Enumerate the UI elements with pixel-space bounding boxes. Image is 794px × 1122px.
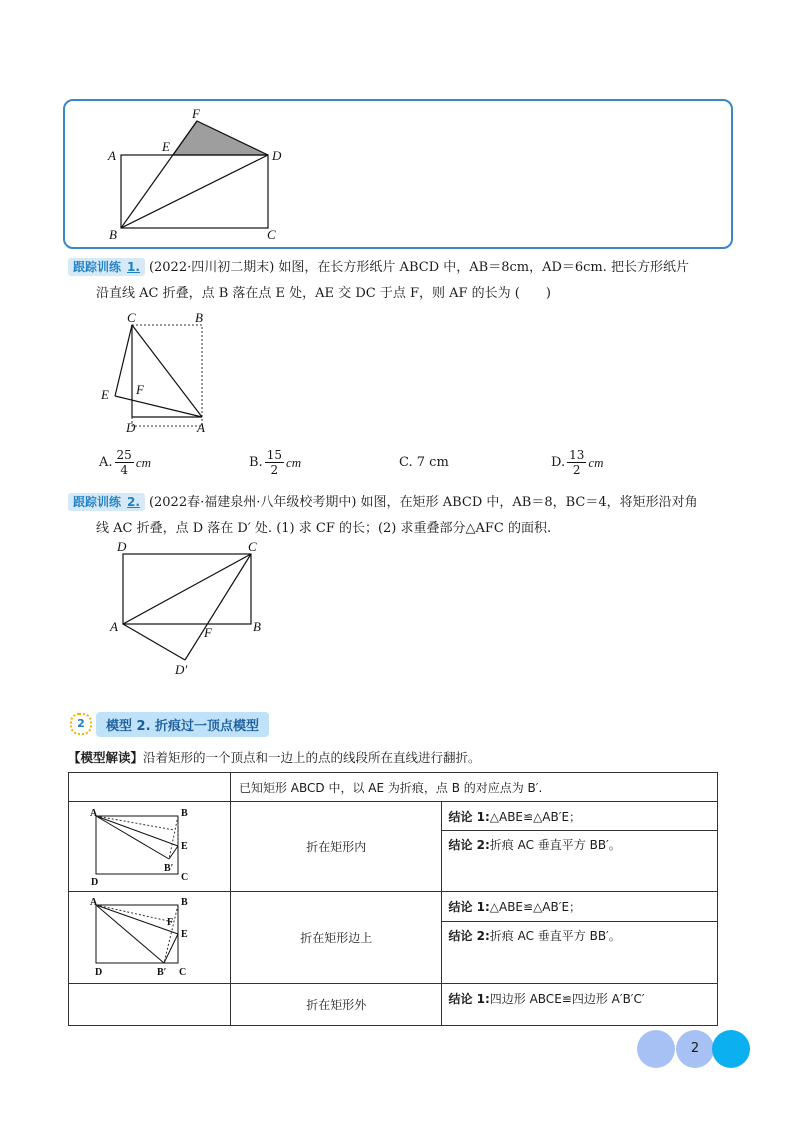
line-ac bbox=[123, 554, 251, 624]
label-c: C bbox=[127, 310, 136, 325]
table-cell bbox=[69, 773, 231, 802]
line-bf bbox=[121, 121, 197, 228]
section-badge: 2 bbox=[70, 713, 92, 735]
label-d-prime: D′ bbox=[175, 662, 188, 677]
label-f: F bbox=[167, 917, 174, 928]
label-d: D bbox=[91, 877, 99, 888]
table-row bbox=[69, 802, 718, 831]
table-header: 已知矩形 ABCD 中，以 AE 为折痕，点 B 的对应点为 B′. bbox=[230, 773, 717, 802]
label-c: C bbox=[248, 539, 257, 554]
label-a: A bbox=[110, 619, 118, 634]
table-row bbox=[69, 984, 718, 1026]
fold-inside-figure bbox=[69, 802, 229, 888]
label-a: A bbox=[108, 148, 116, 163]
label-e: E bbox=[101, 387, 109, 402]
page-number-circle bbox=[676, 1030, 714, 1068]
label-b: B bbox=[109, 227, 117, 242]
label-c: C bbox=[267, 227, 276, 242]
table-header-row bbox=[69, 773, 718, 802]
model-intro-text: 沿着矩形的一个顶点和一边上的点的线段所在直线进行翻折。 bbox=[143, 750, 481, 765]
line-ad-prime bbox=[123, 624, 185, 660]
page-number: 2 bbox=[690, 1041, 700, 1056]
option-c[interactable]: C. 7 cm bbox=[399, 455, 449, 470]
label-a: A bbox=[90, 808, 98, 819]
line-cd-prime bbox=[185, 554, 251, 660]
fraction: $\frac{13}{2}$ bbox=[569, 448, 585, 477]
fold-on-edge-figure bbox=[69, 892, 229, 980]
table-row bbox=[69, 892, 718, 922]
model-intro bbox=[68, 745, 481, 771]
option-b[interactable]: B. $\frac{15}{2}$ cm bbox=[249, 448, 302, 477]
label-b: B bbox=[181, 897, 188, 908]
shaded-triangle bbox=[173, 121, 268, 155]
case-on-edge: 折在矩形边上 bbox=[230, 892, 441, 984]
conclusion-cell: 结论 2:折痕 AC 垂直平方 BB′。 bbox=[442, 921, 718, 983]
label-d: D bbox=[95, 967, 103, 978]
fraction: $\frac{15}{2}$ bbox=[266, 448, 282, 477]
exercise-tag: 跟踪训练 1. bbox=[68, 258, 145, 276]
label-d: D bbox=[126, 420, 136, 435]
label-c: C bbox=[181, 872, 189, 883]
label-f: F bbox=[136, 382, 144, 397]
label-f: F bbox=[204, 625, 212, 640]
option-a[interactable]: A. $\frac{25}{4}$ cm bbox=[99, 448, 151, 477]
label-b: B bbox=[253, 619, 261, 634]
label-b: B bbox=[195, 310, 203, 325]
figure-cell bbox=[69, 984, 231, 1026]
label-e: E bbox=[181, 841, 188, 852]
conclusion-cell: 结论 1:△ABE≌△AB′E； bbox=[442, 892, 718, 922]
model-table bbox=[68, 772, 718, 1026]
page-number-accent bbox=[712, 1030, 750, 1068]
dotted-rectangle bbox=[132, 325, 202, 426]
exercise-2-text bbox=[68, 490, 748, 542]
exercise-1-line2: 沿直线 AC 折叠，点 B 落在点 E 处，AE 交 DC 于点 F，则 AF 的长为 ( ) bbox=[96, 286, 551, 301]
page-number-decoration bbox=[637, 1030, 675, 1068]
label-b-prime: B′ bbox=[157, 967, 167, 978]
label-c: C bbox=[179, 967, 187, 978]
model-intro-label: 【模型解读】 bbox=[68, 750, 144, 765]
figure-cell bbox=[69, 802, 231, 892]
exercise-2-figure bbox=[105, 538, 275, 678]
label-d: D bbox=[272, 148, 282, 163]
exercise-2-line1: (2022春·福建泉州·八年级校考期中) 如图，在矩形 ABCD 中，AB＝8，BC＝4，将矩形沿对角 bbox=[148, 495, 698, 510]
label-a: A bbox=[197, 420, 205, 435]
label-b-prime: B′ bbox=[164, 863, 174, 874]
label-e: E bbox=[181, 929, 188, 940]
line-ce bbox=[115, 325, 132, 396]
option-d[interactable]: D. $\frac{13}{2}$ cm bbox=[551, 448, 604, 477]
exercise-tag: 跟踪训练 2. bbox=[68, 493, 145, 511]
exercise-1-line1: (2022·四川初二期末) 如图，在长方形纸片 ABCD 中，AB＝8cm，AD＝6cm. 把长方形纸片 bbox=[148, 260, 690, 275]
fraction: $\frac{25}{4}$ bbox=[116, 448, 132, 477]
exercise-2-line2: 线 AC 折叠，点 D 落在 D′ 处. (1) 求 CF 的长；(2) 求重叠部分△AFC 的面积. bbox=[96, 521, 552, 536]
case-outside: 折在矩形外 bbox=[230, 984, 441, 1026]
conclusion-cell: 结论 1:四边形 ABCE≌四边形 A′B′C′ bbox=[442, 984, 718, 1026]
top-figure bbox=[100, 104, 300, 244]
line-bd bbox=[121, 155, 268, 228]
figure-cell bbox=[69, 892, 231, 984]
case-inside: 折在矩形内 bbox=[230, 802, 441, 892]
exercise-1-text bbox=[68, 255, 748, 307]
label-f: F bbox=[192, 106, 200, 121]
conclusion-cell: 结论 1:△ABE≌△AB′E； bbox=[442, 802, 718, 831]
exercise-1-figure bbox=[95, 308, 220, 436]
label-b: B bbox=[181, 808, 188, 819]
label-d: D bbox=[117, 539, 127, 554]
label-a: A bbox=[90, 897, 98, 908]
label-e: E bbox=[162, 139, 170, 154]
section-heading bbox=[70, 711, 269, 737]
section-title: 模型 2. 折痕过一顶点模型 bbox=[96, 712, 269, 737]
conclusion-cell: 结论 2:折痕 AC 垂直平方 BB′。 bbox=[442, 831, 718, 892]
